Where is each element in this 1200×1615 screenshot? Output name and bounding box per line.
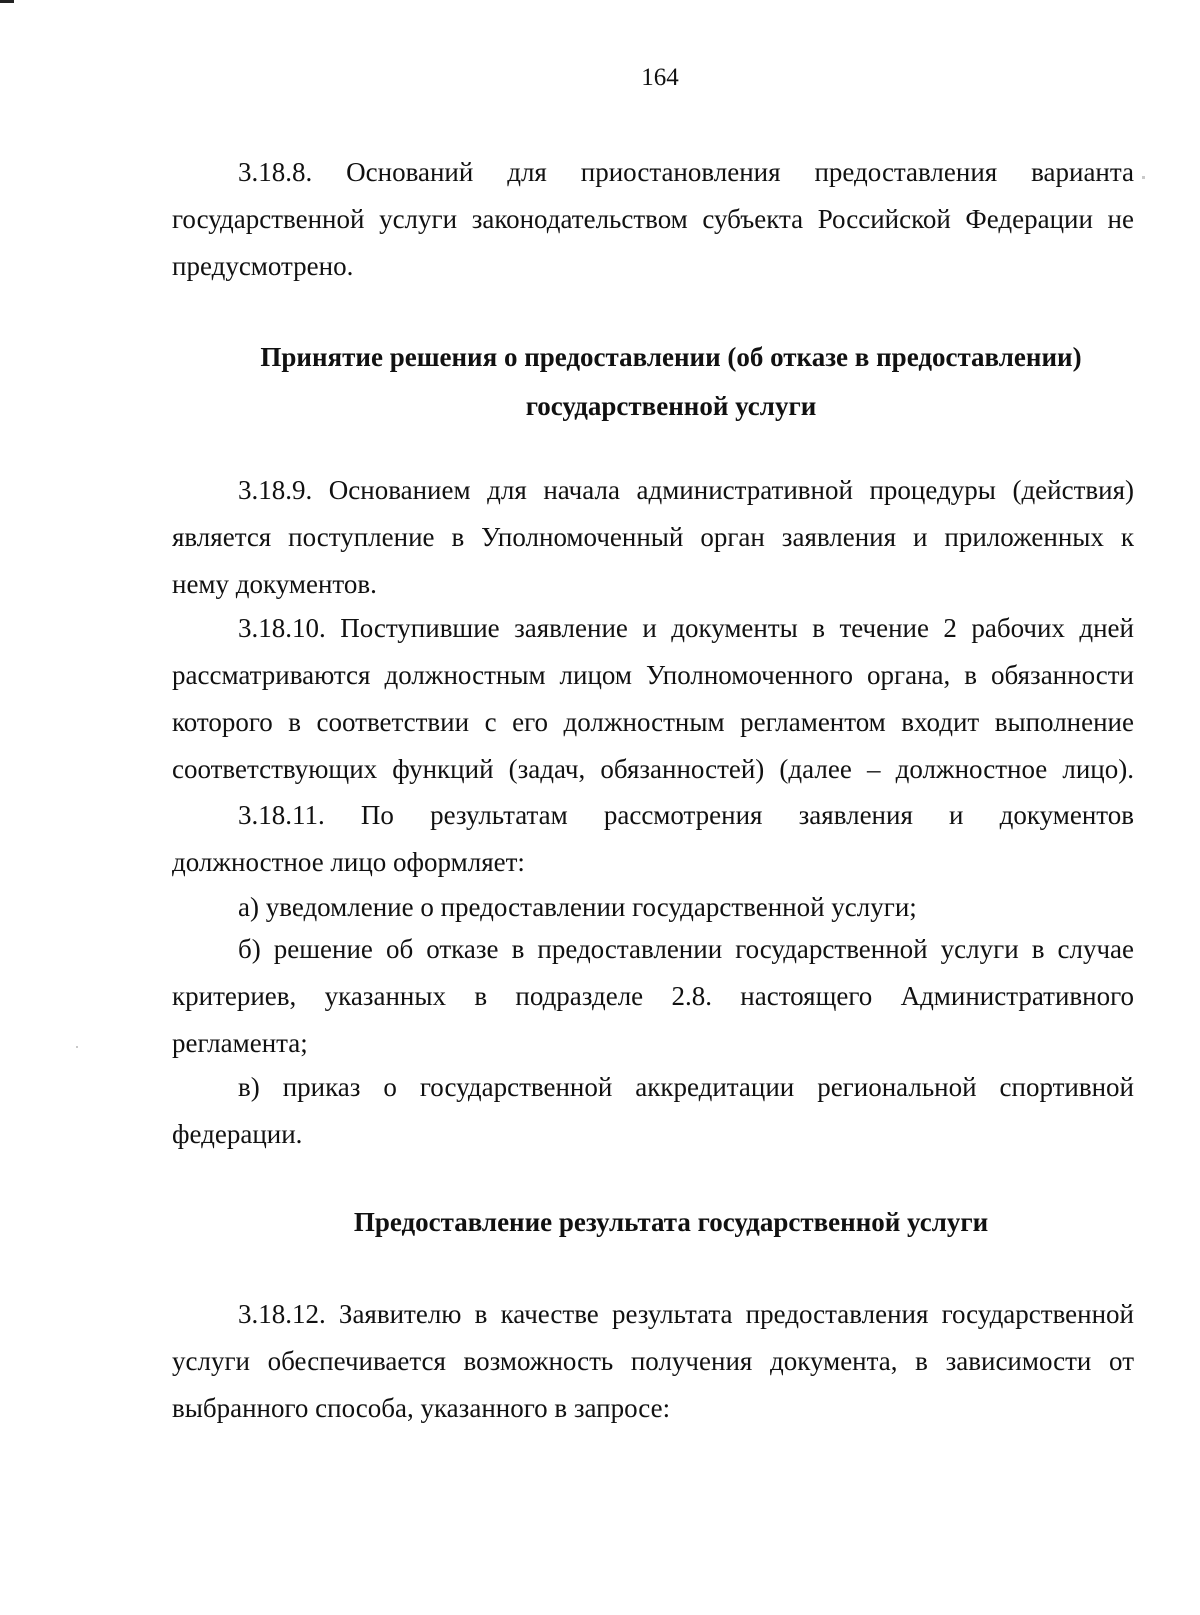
text-line: 3.18.11. По результатам рассмотрения заявления и документов xyxy=(238,800,1134,830)
text-line: а) уведомление о предоставлении государственной услуги; xyxy=(238,892,917,922)
text-line: которого в соответствии с его должностным регламентом входит выполнение xyxy=(172,707,1134,737)
heading-line: государственной услуги xyxy=(525,391,817,421)
text-line: регламента; xyxy=(172,1028,308,1058)
text-line: 3.18.8. Оснований для приостановления предоставления варианта xyxy=(238,157,1134,187)
list-item-b xyxy=(172,926,1134,1067)
text-line: 3.18.9. Основанием для начала административной процедуры (действия) xyxy=(238,475,1134,505)
text-line: соответствующих функций (задач, обязанностей) (далее – должностное лицо). xyxy=(172,754,1134,784)
text-line: нему документов. xyxy=(172,569,377,599)
text-line: должностное лицо оформляет: xyxy=(172,847,525,877)
heading-line: Предоставление результата государственной услуги xyxy=(353,1207,989,1237)
page-number: 164 xyxy=(641,64,679,91)
paragraph-3-18-11 xyxy=(172,792,1134,886)
text-line: б) решение об отказе в предоставлении государственной услуги в случае xyxy=(238,934,1134,964)
text-line: предусмотрено. xyxy=(172,251,354,281)
section-heading-decision xyxy=(190,333,1152,431)
text-line: является поступление в Уполномоченный орган заявления и приложенных к xyxy=(172,522,1134,552)
text-line: 3.18.12. Заявителю в качестве результата предоставления государственной xyxy=(238,1299,1134,1329)
paragraph-3-18-12 xyxy=(172,1291,1134,1432)
text-line: выбранного способа, указанного в запросе: xyxy=(172,1393,671,1423)
section-heading-result xyxy=(190,1198,1152,1247)
text-line: в) приказ о государственной аккредитации региональной спортивной xyxy=(238,1072,1134,1102)
scan-edge-mark xyxy=(0,0,14,3)
text-line: государственной услуги законодательством субъекта Российской Федерации не xyxy=(172,204,1134,234)
text-line: 3.18.10. Поступившие заявление и документы в течение 2 рабочих дней xyxy=(238,613,1134,643)
text-line: федерации. xyxy=(172,1119,303,1149)
scan-speck xyxy=(76,1046,78,1048)
text-line: услуги обеспечивается возможность получения документа, в зависимости от xyxy=(172,1346,1134,1376)
paragraph-3-18-9 xyxy=(172,467,1134,608)
scan-speck xyxy=(1142,176,1145,179)
text-line: критериев, указанных в подразделе 2.8. настоящего Административного xyxy=(172,981,1134,1011)
heading-line: Принятие решения о предоставлении (об отказе в предоставлении) xyxy=(260,342,1082,372)
paragraph-3-18-10 xyxy=(172,605,1134,793)
list-item-v xyxy=(172,1064,1134,1158)
text-line: рассматриваются должностным лицом Уполномоченного органа, в обязанности xyxy=(172,660,1134,690)
list-item-a xyxy=(172,884,1134,931)
paragraph-3-18-8 xyxy=(172,149,1134,290)
